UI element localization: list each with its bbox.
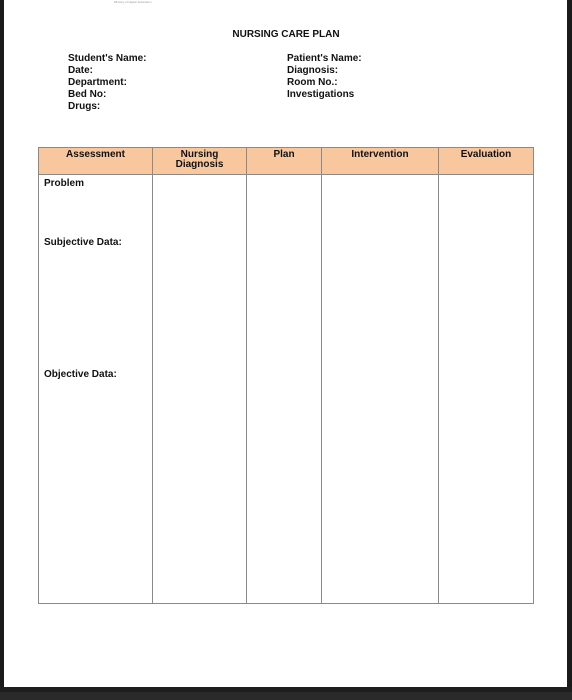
investigations-label: Investigations — [287, 89, 355, 100]
intervention-cell[interactable] — [322, 175, 439, 604]
header-intervention: Intervention — [322, 148, 439, 175]
plan-cell[interactable] — [247, 175, 322, 604]
header-plan: Plan — [247, 148, 322, 175]
nursing-diagnosis-cell[interactable] — [153, 175, 247, 604]
diagnosis-label: Diagnosis: — [287, 65, 339, 76]
objective-data-label: Objective Data: — [44, 369, 117, 380]
page-title: NURSING CARE PLAN — [232, 29, 340, 40]
table-header-row — [39, 148, 534, 175]
student-info-block — [68, 53, 147, 113]
room-no-label: Room No.: — [287, 77, 338, 88]
faint-header-text: Ministry of Higher Education — [114, 0, 152, 4]
department-label: Department: — [68, 77, 127, 88]
header-assessment: Assessment — [39, 148, 153, 175]
patient-name-label: Patient's Name: — [287, 53, 362, 64]
care-plan-table — [38, 147, 534, 604]
problem-label: Problem — [44, 178, 85, 189]
patient-info-block — [287, 53, 362, 101]
subjective-data-label: Subjective Data: — [44, 237, 122, 248]
bottom-bar — [0, 687, 572, 700]
header-nursing-diagnosis: Nursing Diagnosis — [153, 148, 247, 175]
table-row — [39, 175, 534, 604]
evaluation-cell[interactable] — [439, 175, 534, 604]
document-page — [4, 0, 567, 687]
bed-no-label: Bed No: — [68, 89, 107, 100]
drugs-label: Drugs: — [68, 101, 101, 112]
assessment-cell[interactable] — [39, 175, 153, 604]
bottom-bar-inner — [0, 692, 572, 700]
header-evaluation: Evaluation — [439, 148, 534, 175]
date-label: Date: — [68, 65, 94, 76]
student-name-label: Student's Name: — [68, 53, 147, 64]
